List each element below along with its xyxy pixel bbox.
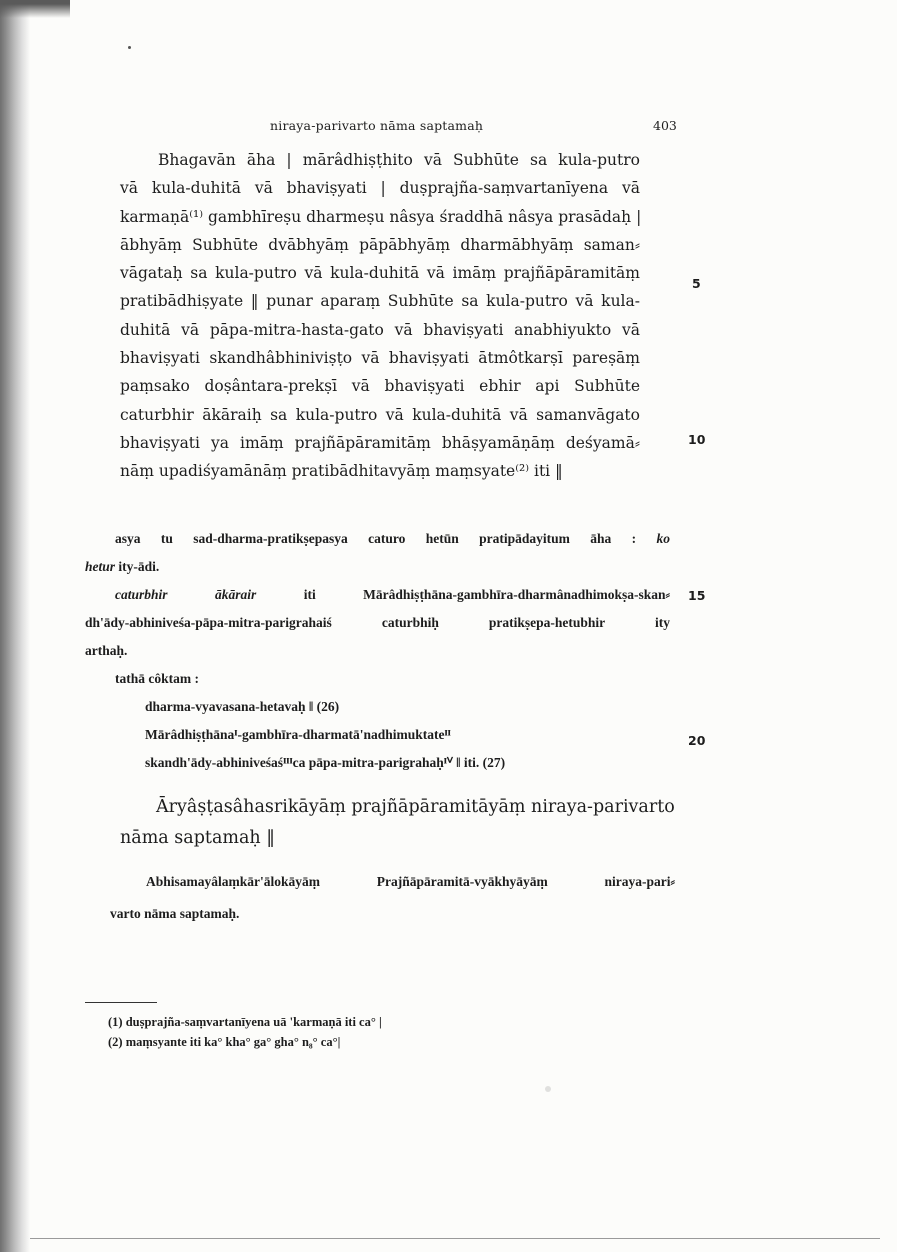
- text-line: nāṃ upadiśyamānāṃ pratibādhitavyāṃ maṃsyate⁽²⁾ iti ‖: [120, 462, 563, 481]
- scan-dot: [128, 46, 131, 49]
- line-number-15: 15: [688, 588, 706, 603]
- running-title: niraya-parivarto nāma saptamaḥ: [270, 118, 484, 133]
- subcolophon-line: varto nāma saptamaḥ.: [110, 906, 240, 921]
- commentary-line: arthaḥ.: [85, 643, 128, 658]
- subcolophon-line: Abhisamayâlaṃkār'ālokāyāṃ Prajñāpāramitā-vyākhyāyāṃ niraya-pari⸗: [146, 874, 675, 889]
- commentary-text: ity-ādi.: [118, 559, 160, 574]
- text-line: bhaviṣyati skandhâbhiniviṣṭo vā bhaviṣyati ātmôtkarṣī pareṣāṃ: [120, 349, 640, 368]
- text-line: bhaviṣyati ya imāṃ prajñāpāramitāṃ bhāṣyamāṇāṃ deśyamā⸗: [120, 433, 640, 452]
- commentary-block: [85, 525, 670, 777]
- footnotes: [108, 1012, 382, 1052]
- main-text-block: [120, 146, 640, 486]
- text-line: karmaṇā⁽¹⁾ gambhīreṣu dharmeṣu nâsya śraddhā nâsya prasādaḥ |: [120, 207, 642, 226]
- text-line: caturbhir ākāraiḥ sa kula-putro vā kula-duhitā vā samanvāgato: [120, 405, 640, 424]
- colophon-line: nāma saptamaḥ ‖: [120, 828, 275, 848]
- line-number-20: 20: [688, 733, 706, 748]
- commentary-text: asya tu sad-dharma-pratikṣepasya caturo hetūn pratipādayitum āha :: [115, 531, 637, 546]
- footnote-rule: [85, 1002, 157, 1003]
- text-line: Bhagavān āha | mārâdhiṣṭhito vā Subhūte sa kula-putro: [158, 151, 640, 169]
- text-line: vāgataḥ sa kula-putro vā kula-duhitā vā imāṃ prajñāpāramitāṃ: [120, 264, 640, 283]
- text-line: pratibādhiṣyate ‖ punar aparaṃ Subhūte sa kula-putro vā kula-: [120, 292, 640, 311]
- commentary-line: [85, 553, 670, 581]
- commentary-line: dh'ādy-abhiniveśa-pāpa-mitra-parigrahaiś caturbhiḥ pratikṣepa-hetubhir ity: [85, 615, 670, 630]
- sub-colophon: [110, 866, 675, 930]
- colophon-line: Āryâṣṭasâhasrikāyāṃ prajñāpāramitāyāṃ niraya-parivarto: [156, 797, 675, 817]
- commentary-line: [85, 525, 670, 553]
- verse-line: Mārâdhiṣṭhānaᴵ-gambhīra-dharmatā'nadhimuktateᴵᴵ: [145, 727, 451, 742]
- commentary-text: iti Mārâdhiṣṭhāna-gambhīra-dharmânadhimokṣa-skan⸗: [303, 587, 670, 602]
- text-line: paṃsako doṣântara-prekṣī vā bhaviṣyati ebhir api Subhūte: [120, 377, 640, 396]
- colophon: [120, 792, 675, 854]
- bottom-scan-edge: [30, 1238, 880, 1239]
- verse-line: skandh'ādy-abhiniveśaśᴵᴵᴵca pāpa-mitra-parigrahaḥᴵⱽ ‖ iti. (27): [145, 755, 506, 770]
- commentary-italic: ko: [656, 531, 670, 546]
- line-number-10: 10: [688, 432, 706, 447]
- footnote: (2) maṃsyante iti ka° kha° ga° gha° n₈° ca°|: [108, 1035, 341, 1049]
- text-line: duhitā vā pāpa-mitra-hasta-gato vā bhaviṣyati anabhiyukto vā: [120, 320, 640, 339]
- scan-speck: [545, 1086, 551, 1092]
- commentary-italic: hetur: [85, 559, 116, 574]
- commentary-line: tathā côktam :: [115, 671, 199, 686]
- page-number: 403: [653, 118, 677, 133]
- commentary-italic: caturbhir ākārair: [115, 587, 257, 602]
- footnote: (1) duṣprajña-saṃvartanīyena uā 'karmaṇā iti ca° |: [108, 1015, 382, 1029]
- corner-scan-mark: [0, 0, 70, 18]
- page-header: [0, 118, 897, 138]
- commentary-line: [85, 581, 670, 609]
- text-line: ābhyāṃ Subhūte dvābhyāṃ pāpābhyāṃ dharmābhyāṃ saman⸗: [120, 235, 640, 254]
- text-line: vā kula-duhitā vā bhaviṣyati | duṣprajña-saṃvartanīyena vā: [120, 179, 640, 198]
- line-number-5: 5: [692, 276, 701, 291]
- binding-shadow: [0, 0, 30, 1252]
- verse-line: dharma-vyavasana-hetavaḥ ‖ (26): [145, 699, 340, 714]
